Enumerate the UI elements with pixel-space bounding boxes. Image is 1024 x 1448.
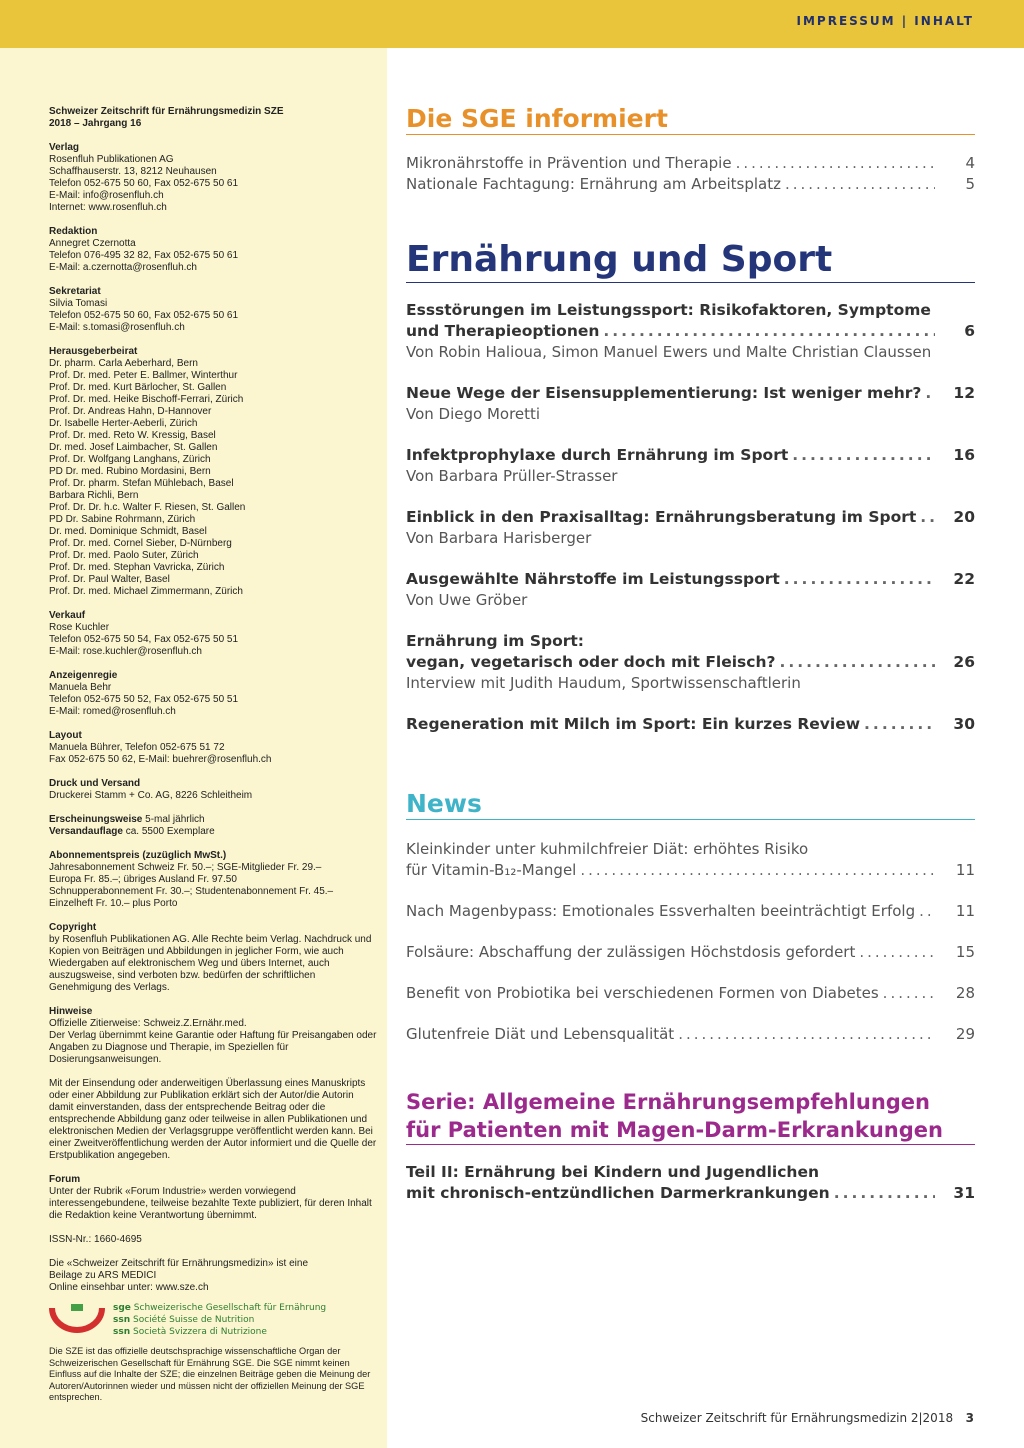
toc-entry-page: 11 <box>955 902 975 920</box>
footer-journal: Schweizer Zeitschrift für Ernährungsmedizin 2|2018 <box>640 1411 954 1425</box>
toc-entry[interactable] <box>406 839 975 881</box>
section-title-sport: Ernährung und Sport <box>406 239 833 280</box>
logo-name: Société Suisse de Nutrition <box>133 1315 255 1325</box>
block-line: Prof. Dr. pharm. Stefan Mühlebach, Basel <box>49 478 234 489</box>
sge-logo <box>49 1302 369 1342</box>
journal-title: Schweizer Zeitschrift für Ernährungsmedizin SZE <box>49 106 284 117</box>
block-line: E-Mail: romed@rosenfluh.ch <box>49 706 176 717</box>
toc-entry-page: 31 <box>953 1184 975 1202</box>
toc-entry-title: Mikronährstoffe in Prävention und Therapie <box>406 154 732 172</box>
abo-line: Jahresabonnement Schweiz Fr. 50.–; SGE-Mitglieder Fr. 29.– <box>49 862 322 873</box>
hinweise-heading: Hinweise <box>49 1006 93 1017</box>
erscheinung-label: Erscheinungsweise <box>49 814 143 825</box>
block-line: Prof. Dr. med. Stephan Vavricka, Zürich <box>49 562 225 573</box>
toc-entry-page: 20 <box>953 508 975 526</box>
block-line: Prof. Dr. med. Paolo Suter, Zürich <box>49 550 199 561</box>
section-title-sge: Die SGE informiert <box>406 104 668 133</box>
serie-title-line: Serie: Allgemeine Ernährungsempfehlungen <box>406 1090 930 1114</box>
block-heading: Herausgeberbeirat <box>49 346 138 357</box>
toc-entry-author: Von Robin Halioua, Simon Manuel Ewers und Malte Christian Claussen <box>406 343 932 361</box>
impressum-block <box>49 142 379 214</box>
toc-entry-title: mit chronisch-entzündlichen Darmerkrankungen <box>406 1184 830 1202</box>
toc-entry[interactable] <box>406 983 975 1004</box>
auflage-label: Versandauflage <box>49 826 123 837</box>
toc-entry-title: Neue Wege der Eisensupplementierung: Ist weniger mehr? <box>406 384 922 402</box>
copyright-heading: Copyright <box>49 922 97 933</box>
section-news <box>406 789 976 819</box>
toc-entry-page: 22 <box>953 570 975 588</box>
auflage-value: ca. 5500 Exemplare <box>122 826 215 837</box>
block-line: Dr. Isabelle Herter-Aeberli, Zürich <box>49 418 198 429</box>
block-line: Manuela Behr <box>49 682 112 693</box>
toc-entry-page: 29 <box>955 1025 975 1043</box>
leader-dots <box>678 1024 935 1045</box>
toc-entry-page: 26 <box>953 653 975 671</box>
hinweise-text: Der Verlag übernimmt keine Garantie oder Haftung für Preisangaben oder Angaben zu Diagnose und Therapie, im Speziellen für Dosierungsanweisungen. <box>49 1030 377 1065</box>
forum-text: Unter der Rubrik «Forum Industrie» werden vorwiegend interessengebundene, teilweise bezahlte Texte publiziert, für deren Inhalt die Redaktion keine Verantwortung übernimmt. <box>49 1186 372 1221</box>
abo-line: Einzelheft Fr. 10.– plus Porto <box>49 898 178 909</box>
toc-entry-title: vegan, vegetarisch oder doch mit Fleisch? <box>406 653 776 671</box>
block-line: PD Dr. Sabine Rohrmann, Zürich <box>49 514 196 525</box>
toc-entry-author: Von Barbara Prüller-Strasser <box>406 467 618 485</box>
page-footer <box>641 1411 974 1425</box>
section-sport <box>406 238 976 282</box>
beilage-line: Online einsehbar unter: www.sze.ch <box>49 1282 209 1293</box>
block-line: Fax 052-675 50 62, E-Mail: buehrer@rosenfluh.ch <box>49 754 272 765</box>
block-line: Prof. Dr. med. Cornel Sieber, D-Nürnberg <box>49 538 232 549</box>
toc-entry-page: 15 <box>955 943 975 961</box>
toc-entry[interactable] <box>406 714 975 735</box>
block-line: Prof. Dr. med. Peter E. Ballmer, Winterthur <box>49 370 238 381</box>
toc-entry-title: Infektprophylaxe durch Ernährung im Sport <box>406 446 789 464</box>
block-line: Schaffhauserstr. 13, 8212 Neuhausen <box>49 166 217 177</box>
toc-entry-line: Essstörungen im Leistungssport: Risikofaktoren, Symptome <box>406 301 931 319</box>
toc-entry-title: Nationale Fachtagung: Ernährung am Arbeitsplatz <box>406 175 781 193</box>
block-line: E-Mail: info@rosenfluh.ch <box>49 190 164 201</box>
logo-abbr: ssn <box>113 1315 131 1325</box>
toc-entry-author: Von Diego Moretti <box>406 405 541 423</box>
block-heading: Anzeigenregie <box>49 670 118 681</box>
block-line: Manuela Bührer, Telefon 052-675 51 72 <box>49 742 225 753</box>
leader-dots <box>919 901 935 922</box>
block-heading: Layout <box>49 730 82 741</box>
hinweise-text: Offizielle Zitierweise: Schweiz.Z.Ernähr.med. <box>49 1018 247 1029</box>
toc-entry[interactable] <box>406 153 975 174</box>
block-line: Rosenfluh Publikationen AG <box>49 154 174 165</box>
block-line: Prof. Dr. Andreas Hahn, D-Hannover <box>49 406 212 417</box>
toc-sge <box>406 153 975 195</box>
block-line: PD Dr. med. Rubino Mordasini, Bern <box>49 466 211 477</box>
toc-entry-page: 12 <box>953 384 975 402</box>
footer-page-number: 3 <box>965 1411 974 1425</box>
block-line: Annegret Czernotta <box>49 238 136 249</box>
toc-entry[interactable] <box>406 300 975 363</box>
block-line: E-Mail: a.czernotta@rosenfluh.ch <box>49 262 197 273</box>
journal-year: 2018 – Jahrgang 16 <box>49 118 142 129</box>
impressum-block <box>49 670 379 718</box>
toc-entry-author: Von Uwe Gröber <box>406 591 528 609</box>
leader-dots <box>925 383 935 404</box>
block-line: Rose Kuchler <box>49 622 110 633</box>
toc-entry-title: Ausgewählte Nährstoffe im Leistungssport <box>406 570 780 588</box>
block-line: Prof. Dr. med. Reto W. Kressig, Basel <box>49 430 216 441</box>
issn: ISSN-Nr.: 1660-4695 <box>49 1234 142 1245</box>
block-line: Telefon 076-495 32 82, Fax 052-675 50 61 <box>49 250 239 261</box>
impressum-block <box>49 286 379 334</box>
toc-entry-title: Einblick in den Praxisalltag: Ernährungsberatung im Sport <box>406 508 917 526</box>
impressum-block <box>49 346 379 598</box>
toc-entry-page: 16 <box>953 446 975 464</box>
toc-news <box>406 839 975 1065</box>
leader-dots <box>736 153 935 174</box>
leader-dots <box>883 983 935 1004</box>
logo-name: Schweizerische Gesellschaft für Ernährung <box>133 1303 327 1313</box>
impressum-blocks <box>49 142 379 802</box>
block-line: Prof. Dr. med. Heike Bischoff-Ferrari, Zürich <box>49 394 244 405</box>
beilage-line: Die «Schweizer Zeitschrift für Ernährungsmedizin» ist eine <box>49 1258 308 1269</box>
toc-entry[interactable] <box>406 942 975 963</box>
toc-entry-author: Von Barbara Harisberger <box>406 529 592 547</box>
serie-title-line: für Patienten mit Magen-Darm-Erkrankungen <box>406 1118 943 1142</box>
toc-serie <box>406 1162 975 1204</box>
leader-dots <box>792 445 935 466</box>
disclaimer: Die SZE ist das offizielle deutschsprachige wissenschaftliche Organ der Schweizerischen Gesellschaft für Ernährung SGE. Die SGE nimmt keinen Einfluss auf die Inhalte der SZE; die einzelnen Beiträge geben die Meinung der Autoren/Autorinnen wieder und müssen nicht der offiziellen Meinung der SGE entsprechen. <box>49 1346 371 1403</box>
beilage-line: Beilage zu ARS MEDICI <box>49 1270 157 1281</box>
toc-entry-title: für Vitamin-B₁₂-Mangel <box>406 861 577 879</box>
block-line: Silvia Tomasi <box>49 298 108 309</box>
logo-abbr: sge <box>113 1303 131 1313</box>
block-line: Telefon 052-675 50 52, Fax 052-675 50 51 <box>49 694 239 705</box>
sge-logo-text <box>113 1302 326 1338</box>
block-line: Druckerei Stamm + Co. AG, 8226 Schleitheim <box>49 790 253 801</box>
toc-entry[interactable] <box>406 569 975 611</box>
leader-dots <box>785 174 935 195</box>
abo-line: Europa Fr. 85.–; übriges Ausland Fr. 97.50 <box>49 874 237 885</box>
block-line: Dr. med. Dominique Schmidt, Basel <box>49 526 207 537</box>
einsendung-text: Mit der Einsendung oder anderweitigen Überlassung eines Manuskripts oder einer Abbildung zur Publikation erklärt sich der Autor/die Autorin damit einverstanden, dass der entsprechende Beitrag oder die entsprechende Abbildung ganz oder teilweise in allen Publikationen und elektronischen Medien der Verlagsgruppe veröffentlicht werden kann. Bei einer Zweitveröffentlichung werden der Autor informiert und die Quelle der Erstpublikation angegeben. <box>49 1078 377 1161</box>
toc-entry-title: Regeneration mit Milch im Sport: Ein kurzes Review <box>406 715 861 733</box>
leader-dots <box>864 714 935 735</box>
section-serie <box>406 1088 976 1144</box>
block-line: Prof. Dr. med. Kurt Bärlocher, St. Gallen <box>49 382 227 393</box>
block-line: Dr. pharm. Carla Aeberhard, Bern <box>49 358 198 369</box>
toc-entry-title: und Therapieoptionen <box>406 322 600 340</box>
block-line: Dr. med. Josef Laimbacher, St. Gallen <box>49 442 218 453</box>
leader-dots <box>580 860 935 881</box>
toc-entry[interactable] <box>406 1024 975 1045</box>
rule-sport <box>406 282 975 283</box>
toc-entry[interactable] <box>406 383 975 425</box>
block-line: Telefon 052-675 50 60, Fax 052-675 50 61 <box>49 178 239 189</box>
block-line: E-Mail: s.tomasi@rosenfluh.ch <box>49 322 185 333</box>
impressum-block <box>49 778 379 802</box>
block-line: Prof. Dr. Wolfgang Langhans, Zürich <box>49 454 211 465</box>
toc-entry-line: Teil II: Ernährung bei Kindern und Jugendlichen <box>406 1163 819 1181</box>
block-heading: Sekretariat <box>49 286 101 297</box>
forum-heading: Forum <box>49 1174 81 1185</box>
abo-heading: Abonnementspreis (zuzüglich MwSt.) <box>49 850 227 861</box>
abo-line: Schnupperabonnement Fr. 30.–; Studentenabonnement Fr. 45.– <box>49 886 334 897</box>
block-line: E-Mail: rose.kuchler@rosenfluh.ch <box>49 646 202 657</box>
block-line: Internet: www.rosenfluh.ch <box>49 202 167 213</box>
block-line: Prof. Dr. Dr. h.c. Walter F. Riesen, St. Gallen <box>49 502 246 513</box>
leader-dots <box>603 321 935 342</box>
logo-name: Società Svizzera di Nutrizione <box>133 1327 267 1337</box>
toc-entry-title: Nach Magenbypass: Emotionales Essverhalten beeinträchtigt Erfolg <box>406 902 916 920</box>
toc-entry-page: 4 <box>965 154 975 172</box>
block-heading: Verkauf <box>49 610 86 621</box>
toc-entry-title: Glutenfreie Diät und Lebensqualität <box>406 1025 675 1043</box>
block-line: Telefon 052-675 50 54, Fax 052-675 50 51 <box>49 634 239 645</box>
toc-entry-title: Folsäure: Abschaffung der zulässigen Höchstdosis gefordert <box>406 943 856 961</box>
rule-news <box>406 819 975 820</box>
section-sge <box>406 104 976 134</box>
toc-entry-page: 5 <box>965 175 975 193</box>
copyright-text: by Rosenfluh Publikationen AG. Alle Rechte beim Verlag. Nachdruck und Kopien von Beiträgen und Abbildungen in jeglicher Form, wie auch Wiedergaben auf elektronischem Weg und übers Internet, auch auszugsweise, sind verboten bzw. bedürfen der schriftlichen Genehmigung des Verlags. <box>49 934 372 993</box>
erscheinung-value: 5-mal jährlich <box>142 814 205 825</box>
leader-dots <box>920 507 935 528</box>
leader-dots <box>784 569 935 590</box>
impressum-block <box>49 610 379 658</box>
toc-entry-page: 11 <box>955 861 975 879</box>
toc-entry-page: 6 <box>964 322 975 340</box>
section-title-news: News <box>406 789 482 818</box>
block-heading: Verlag <box>49 142 80 153</box>
block-heading: Druck und Versand <box>49 778 141 789</box>
leader-dots <box>859 942 935 963</box>
impressum-block <box>49 226 379 274</box>
toc-entry[interactable] <box>406 901 975 922</box>
toc-entry-line: Kleinkinder unter kuhmilchfreier Diät: erhöhtes Risiko <box>406 840 809 858</box>
leader-dots <box>834 1183 935 1204</box>
block-line: Barbara Richli, Bern <box>49 490 139 501</box>
rule-serie <box>406 1144 975 1145</box>
toc-sport <box>406 300 975 755</box>
block-heading: Redaktion <box>49 226 98 237</box>
toc-entry-title: Benefit von Probiotika bei verschiedenen Formen von Diabetes <box>406 984 879 1002</box>
toc-entry-page: 30 <box>953 715 975 733</box>
leader-dots <box>779 652 935 673</box>
toc-entry-line: Ernährung im Sport: <box>406 632 584 650</box>
impressum-block <box>49 730 379 766</box>
toc-entry[interactable] <box>406 174 975 195</box>
toc-entry[interactable] <box>406 507 975 549</box>
logo-abbr: ssn <box>113 1327 131 1337</box>
header-label: IMPRESSUM | INHALT <box>796 14 974 28</box>
impressum-text <box>49 106 379 1306</box>
block-line: Prof. Dr. med. Michael Zimmermann, Zürich <box>49 586 243 597</box>
sge-logo-icon <box>49 1304 105 1334</box>
rule-sge <box>406 134 975 135</box>
toc-entry[interactable] <box>406 1162 975 1204</box>
section-title-serie <box>406 1088 976 1144</box>
block-line: Telefon 052-675 50 60, Fax 052-675 50 61 <box>49 310 239 321</box>
toc-entry[interactable] <box>406 445 975 487</box>
header-bar <box>0 0 1024 48</box>
toc-entry[interactable] <box>406 631 975 694</box>
toc-entry-page: 28 <box>955 984 975 1002</box>
toc-entry-author: Interview mit Judith Haudum, Sportwissenschaftlerin <box>406 674 801 692</box>
block-line: Prof. Dr. Paul Walter, Basel <box>49 574 170 585</box>
